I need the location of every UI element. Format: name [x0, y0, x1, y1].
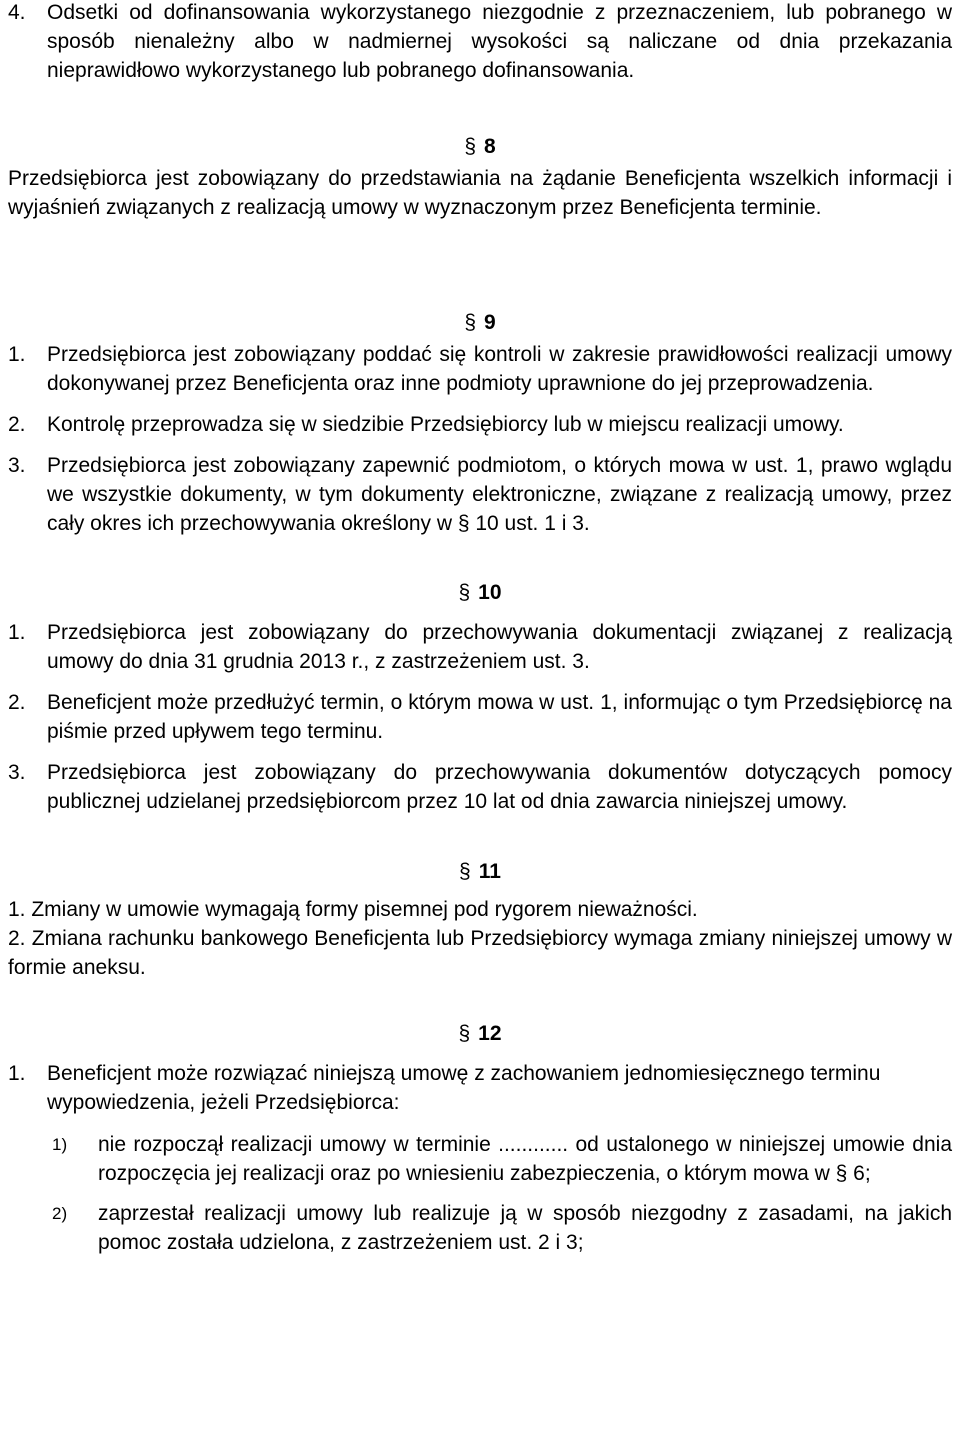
item-text: Beneficjent może przedłużyć termin, o którym mowa w ust. 1, informując o tym Przedsiębiorcę na piśmie przed upływem tego terminu.	[47, 691, 952, 743]
subitem-text: zaprzestał realizacji umowy lub realizuje ją w sposób niezgodny z zasadami, na jakich pomoc została udzielona, z zastrzeżeniem ust. 2 i 3;	[98, 1202, 952, 1254]
section-10-item-1	[8, 618, 952, 676]
section-number: 10	[478, 581, 502, 604]
item-text: Odsetki od dofinansowania wykorzystanego niezgodnie z przeznaczeniem, lub pobranego w sposób nienależny albo w nadmiernej wysokości są naliczane od dnia przekazania nieprawidłowo wykorzystanego lub pobranego dofinansowania.	[47, 1, 952, 82]
section-12-item-1	[8, 1059, 952, 1117]
section-number: 8	[484, 135, 496, 158]
section-sign: §	[464, 311, 476, 334]
section-heading-10	[8, 578, 952, 607]
section-9-item-1	[8, 340, 952, 398]
subitem-number: 1)	[52, 1135, 68, 1154]
section-sign: §	[458, 1022, 471, 1045]
section-number: 9	[484, 311, 496, 334]
item-number: 1.	[8, 343, 26, 366]
section-9-item-3	[8, 451, 952, 538]
item-text: Przedsiębiorca jest zobowiązany poddać się kontroli w zakresie prawidłowości realizacji umowy dokonywanej przez Beneficjenta oraz inne podmioty uprawnione do jej przeprowadzenia.	[47, 343, 952, 395]
section-8-text: Przedsiębiorca jest zobowiązany do przedstawiania na żądanie Beneficjenta wszelkich informacji i wyjaśnień związanych z realizacją umowy w wyznaczonym przez Beneficjenta terminie.	[8, 167, 952, 219]
item-text: Kontrolę przeprowadza się w siedzibie Przedsiębiorcy lub w miejscu realizacji umowy.	[47, 413, 844, 436]
subitem-number: 2)	[52, 1204, 68, 1223]
paragraph-4	[8, 0, 952, 85]
item-text: Beneficjent może rozwiązać niniejszą umowę z zachowaniem jednomiesięcznego terminu wypowiedzenia, jeżeli Przedsiębiorca:	[47, 1062, 881, 1114]
section-number: 12	[478, 1022, 502, 1045]
item-number: 2.	[8, 413, 26, 436]
item-text: Przedsiębiorca jest zobowiązany do przechowywania dokumentów dotyczących pomocy publicznej udzielanej przedsiębiorcom przez 10 lat od dnia zawarcia niniejszej umowy.	[47, 761, 952, 813]
section-sign: §	[459, 860, 471, 883]
section-10-item-3	[8, 758, 952, 816]
section-heading-11	[8, 857, 952, 886]
section-heading-12	[8, 1019, 952, 1048]
section-heading-9	[8, 308, 952, 337]
section-12-subitem-1	[8, 1130, 952, 1188]
section-11-item-1: 1. Zmiany w umowie wymagają formy pisemnej pod rygorem nieważności.	[8, 898, 698, 921]
section-11-item-2: 2. Zmiana rachunku bankowego Beneficjenta lub Przedsiębiorcy wymaga zmiany niniejszej umowy w formie aneksu.	[8, 927, 952, 979]
item-number: 4.	[8, 1, 26, 24]
section-12-subitem-2	[8, 1199, 952, 1257]
item-number: 1.	[8, 1062, 26, 1085]
item-text: Przedsiębiorca jest zobowiązany do przechowywania dokumentacji związanej z realizacją umowy do dnia 31 grudnia 2013 r., z zastrzeżeniem ust. 3.	[47, 621, 952, 673]
item-number: 3.	[8, 761, 26, 784]
item-number: 1.	[8, 621, 26, 644]
section-sign: §	[458, 581, 471, 604]
subitem-text: nie rozpoczął realizacji umowy w terminie ............ od ustalonego w niniejszej umowie dnia rozpoczęcia jej realizacji oraz po wniesieniu zabezpieczenia, o którym mowa w § 6;	[98, 1133, 952, 1185]
section-number: 11	[478, 860, 501, 883]
item-number: 3.	[8, 454, 26, 477]
item-number: 2.	[8, 691, 26, 714]
item-text: Przedsiębiorca jest zobowiązany zapewnić podmiotom, o których mowa w ust. 1, prawo wglądu we wszystkie dokumenty, w tym dokumenty elektroniczne, związane z realizacją umowy, przez cały okres ich przechowywania określony w § 10 ust. 1 i 3.	[47, 454, 952, 535]
section-10-item-2	[8, 688, 952, 746]
section-sign: §	[464, 135, 476, 158]
section-9-item-2	[8, 410, 952, 439]
section-heading-8	[8, 132, 952, 161]
